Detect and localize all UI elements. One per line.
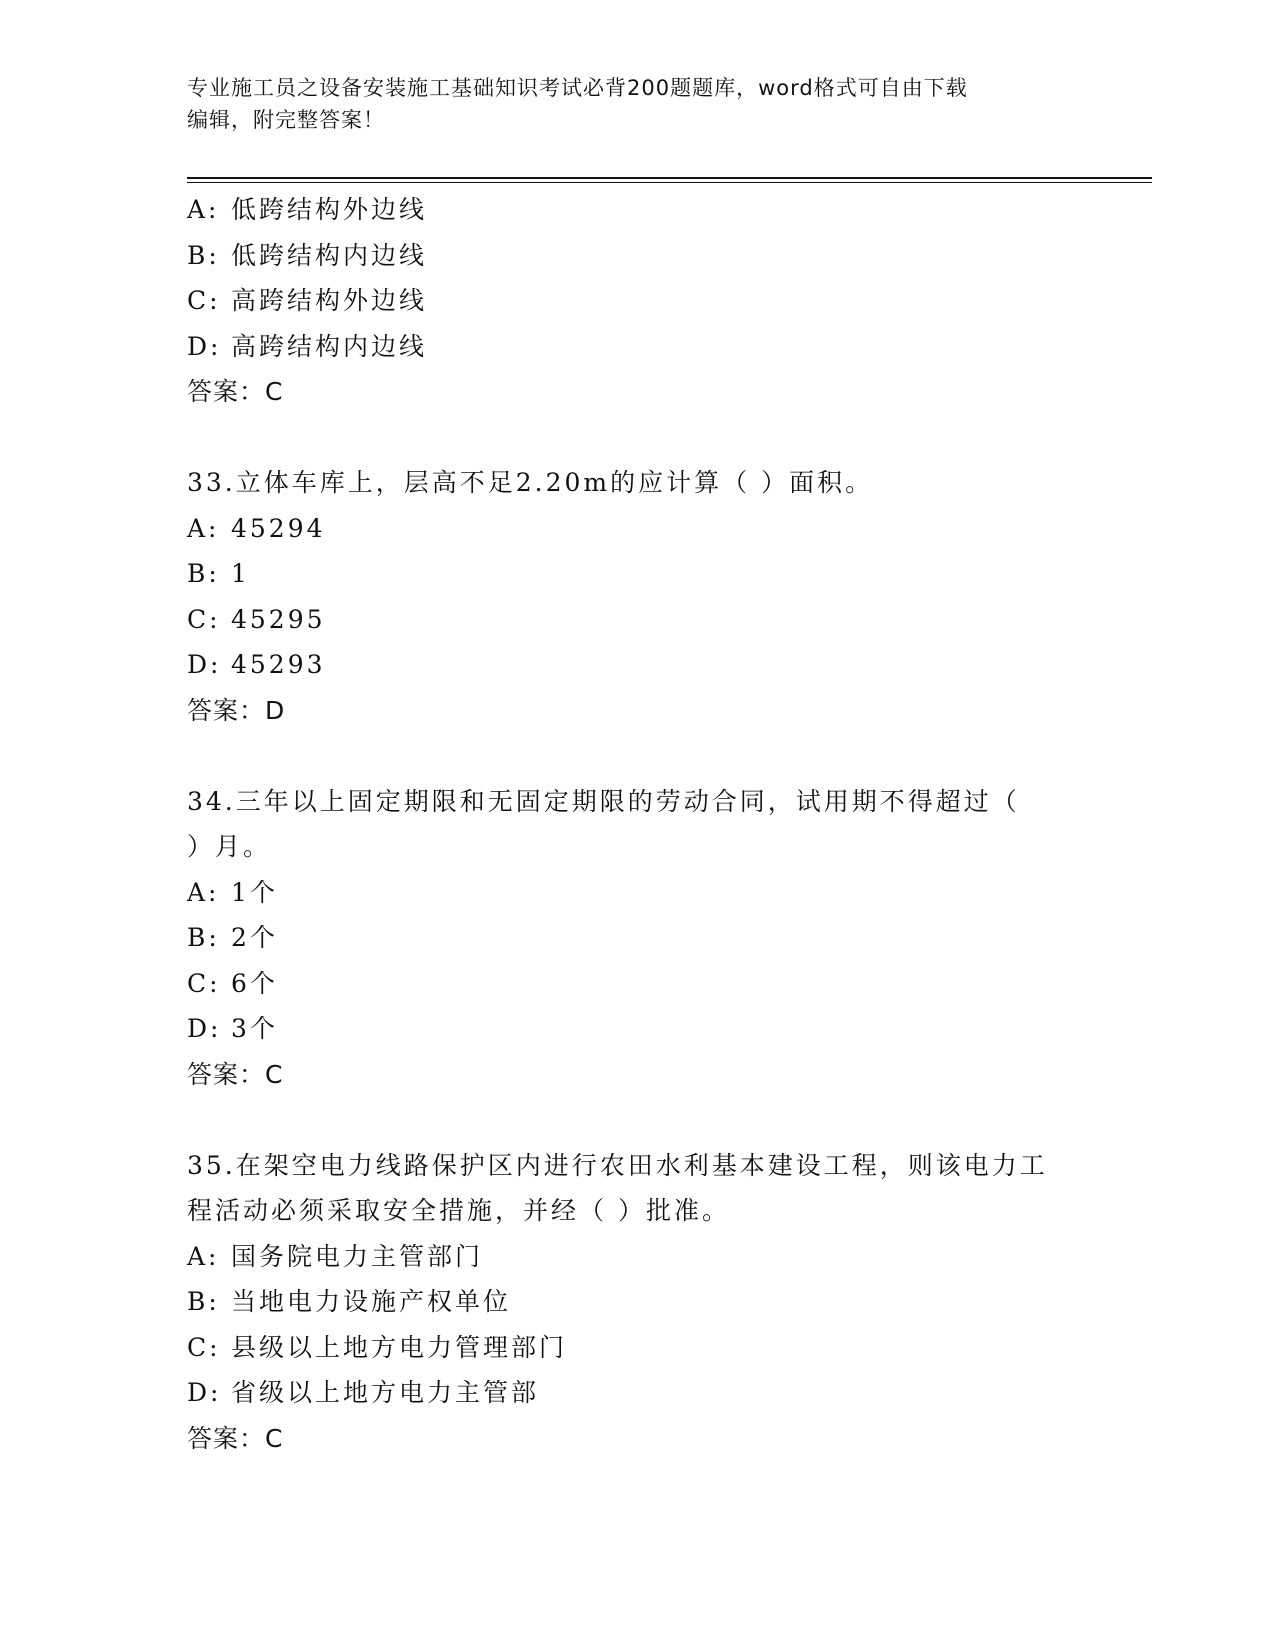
option-letter: B: bbox=[187, 1287, 220, 1316]
option-text: 县级以上地方电力管理部门 bbox=[231, 1332, 568, 1362]
option-d bbox=[187, 1006, 1087, 1052]
question-34 bbox=[187, 779, 1087, 1098]
option-d bbox=[187, 1370, 1087, 1416]
answer-line: 答案：C bbox=[187, 1059, 284, 1089]
option-letter: B: bbox=[187, 923, 220, 952]
option-letter: B: bbox=[187, 559, 220, 588]
option-d bbox=[187, 642, 1087, 688]
question-35 bbox=[187, 1143, 1087, 1462]
option-letter: D: bbox=[187, 650, 222, 679]
header-title-line-2: 编辑，附完整答案！ bbox=[187, 108, 385, 132]
option-text: 省级以上地方电力主管部 bbox=[231, 1378, 540, 1407]
question-stem-line-1: 35.在架空电力线路保护区内进行农田水利基本建设工程，则该电力工 bbox=[187, 1150, 1048, 1180]
question-spacer bbox=[187, 733, 1087, 779]
option-b bbox=[187, 551, 1087, 597]
option-text: 2个 bbox=[231, 923, 278, 952]
option-letter: C: bbox=[187, 286, 221, 315]
option-c bbox=[187, 961, 1087, 1007]
option-a bbox=[187, 1234, 1087, 1280]
question-list bbox=[187, 187, 1087, 1461]
option-text: 45293 bbox=[231, 650, 326, 679]
option-c bbox=[187, 1325, 1087, 1371]
question-stem-line-1: 34.三年以上固定期限和无固定期限的劳动合同，试用期不得超过（ bbox=[187, 786, 1020, 816]
option-b bbox=[187, 915, 1087, 961]
option-text: 国务院电力主管部门 bbox=[231, 1241, 484, 1271]
option-text: 当地电力设施产权单位 bbox=[231, 1287, 512, 1316]
option-letter: A: bbox=[187, 195, 220, 224]
option-text: 45295 bbox=[231, 604, 326, 634]
option-letter: D: bbox=[187, 331, 222, 361]
option-a bbox=[187, 870, 1087, 916]
question-stem-line-2: ）月。 bbox=[187, 832, 272, 861]
option-text: 45294 bbox=[231, 513, 326, 543]
option-b bbox=[187, 233, 1087, 279]
option-letter: B: bbox=[187, 240, 220, 270]
option-letter: C: bbox=[187, 604, 221, 634]
option-text: 低跨结构内边线 bbox=[231, 240, 428, 270]
answer-line: 答案：D bbox=[187, 695, 286, 725]
header-title-line-1: 专业施工员之设备安装施工基础知识考试必背200题题库，word格式可自由下载 bbox=[187, 76, 968, 100]
question-32-continued bbox=[187, 187, 1087, 415]
option-text: 6个 bbox=[231, 968, 278, 998]
option-text: 1个 bbox=[231, 877, 278, 907]
option-c bbox=[187, 597, 1087, 643]
option-a bbox=[187, 187, 1087, 233]
question-stem-line-2: 程活动必须采取安全措施，并经（ ）批准。 bbox=[187, 1196, 730, 1225]
option-letter: D: bbox=[187, 1378, 222, 1407]
document-header bbox=[187, 72, 1067, 136]
answer-line: 答案：C bbox=[187, 377, 284, 406]
option-c bbox=[187, 278, 1087, 324]
option-text: 低跨结构外边线 bbox=[231, 195, 428, 224]
option-letter: A: bbox=[187, 1241, 220, 1271]
option-text: 3个 bbox=[231, 1014, 278, 1043]
option-d bbox=[187, 324, 1087, 370]
option-text: 高跨结构内边线 bbox=[231, 331, 428, 361]
option-letter: C: bbox=[187, 968, 221, 998]
answer-line: 答案：C bbox=[187, 1423, 284, 1453]
option-letter: C: bbox=[187, 1332, 221, 1362]
question-spacer bbox=[187, 1097, 1087, 1143]
option-text: 高跨结构外边线 bbox=[231, 286, 428, 315]
question-33 bbox=[187, 460, 1087, 733]
option-letter: A: bbox=[187, 513, 220, 543]
option-text: 1 bbox=[231, 559, 250, 588]
option-letter: A: bbox=[187, 877, 220, 907]
option-b bbox=[187, 1279, 1087, 1325]
question-stem: 33.立体车库上，层高不足2.20m的应计算（ ）面积。 bbox=[187, 468, 874, 497]
question-spacer bbox=[187, 415, 1087, 461]
option-letter: D: bbox=[187, 1014, 222, 1043]
header-divider-thick bbox=[187, 177, 1152, 179]
header-divider-thin bbox=[187, 182, 1152, 183]
option-a bbox=[187, 506, 1087, 552]
